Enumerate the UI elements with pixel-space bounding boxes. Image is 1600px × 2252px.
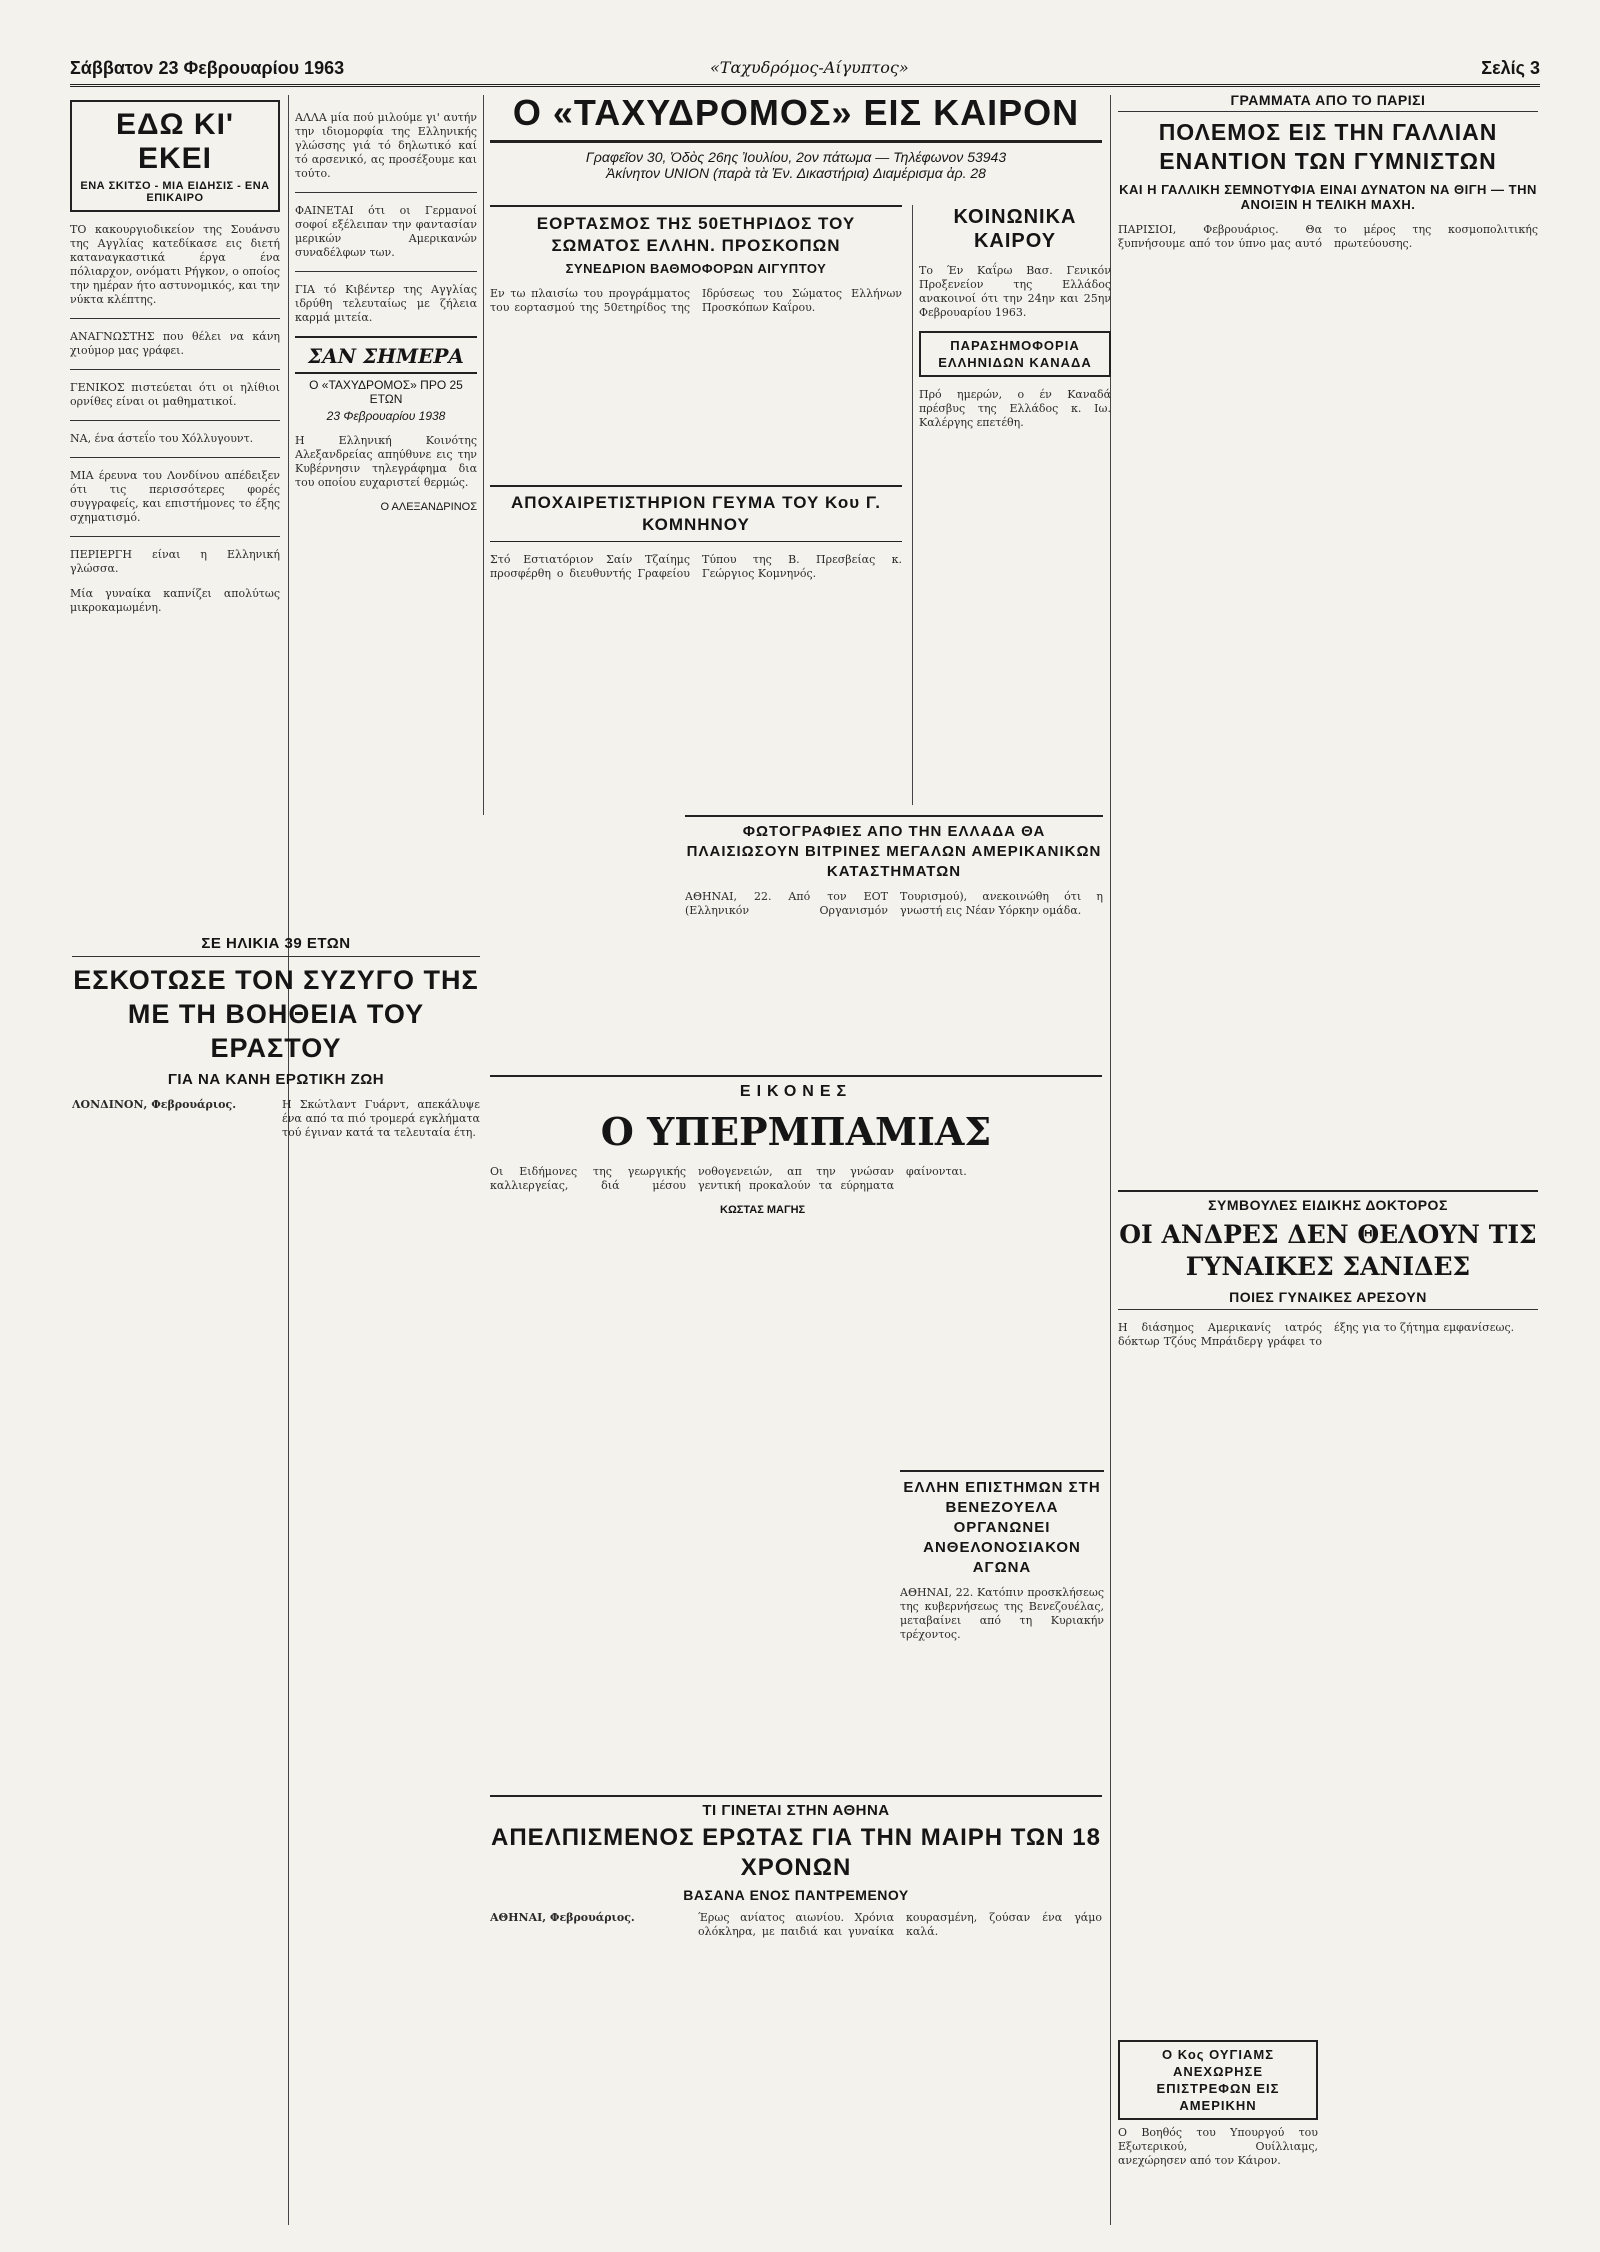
athens-article	[490, 1795, 1102, 2215]
scientist-body: ΑΘΗΝΑΙ, 22. Κατόπιν προσκλήσεως της κυβερνήσεως της Βενεζουέλας, μεταβαίνει από τη Κυριακήν τρέχοντος.	[900, 1586, 1104, 1641]
murder-subheadline: ΓΙΑ ΝΑ ΚΑΝΗ ΕΡΩΤΙΚΗ ΖΩΗ	[167, 1071, 385, 1088]
san-simera-signature: Ο ΑΛΕΞΑΝΔΡΙΝΟΣ	[380, 501, 477, 513]
farewell-body: Στό Εστιατόριον Σαίν Τζαίημς προσφέρθη ο διευθυντής Γραφείου Τύπου της Β. Πρεσβείας κ. Γεώργιος Κομνηνός.	[490, 553, 902, 580]
scouts-subheadline: ΣΥΝΕΔΡΙΟΝ ΒΑΘΜΟΦΟΡΩΝ ΑΙΓΥΠΤΟΥ	[565, 261, 827, 276]
masthead	[70, 58, 1540, 87]
san-simera-title: ΣΑΝ ΣΗΜΕΡΑ	[295, 344, 477, 374]
return-article	[1118, 2040, 1318, 2220]
san-simera-date: 23 Φεβρουαρίου 1938	[326, 409, 446, 423]
athens-subheadline: ΒΑΣΑΝΑ ΕΝΟΣ ΠΑΝΤΡΕΜΕΝΟΥ	[683, 1887, 909, 1903]
hubris-body: Οι Ειδήμονες της γεωργικής καλλιεργείας, διά μέσου νοθογενειών, απ την γνώσαν γεντική προκαλούν τα εύρηματα φαίνονται.	[490, 1165, 967, 1192]
murder-body: Η Σκώτλαντ Γυάρντ, απεκάλυψε ένα από τα πιό τρομερά εγκλήματα τού έγιναν κατά τα τελευταία έτη.	[282, 1098, 480, 1139]
photos-article	[685, 815, 1103, 1065]
column-edo-ki-ekei	[70, 100, 280, 925]
scientist-article	[900, 1470, 1104, 1790]
hubris-headline: Ο ΥΠΕΡΜΠΑΜΙΑΣ	[600, 1109, 992, 1154]
photos-headline: ΦΩΤΟΓΡΑΦΙΕΣ ΑΠΟ ΤΗΝ ΕΛΛΑΔΑ ΘΑ ΠΛΑΙΣΙΩΣΟΥΝ ΒΙΤΡΙΝΕΣ ΜΕΓΑΛΩΝ ΑΜΕΡΙΚΑΝΙΚΩΝ ΚΑΤΑΣΤΗΜΑΤΩΝ	[685, 815, 1103, 882]
letters-kicker: ΓΡΑΜΜΑΤΑ ΑΠΟ ΤΟ ΠΑΡΙΣΙ	[1118, 92, 1538, 112]
doctor-headline: ΟΙ ΑΝΔΡΕΣ ΔΕΝ ΘΕΛΟΥΝ ΤΙΣ ΓΥΝΑΙΚΕΣ ΣΑΝΙΔΕΣ	[1119, 1220, 1537, 1281]
kairon-title: Ο «ΤΑΧΥΔΡΟΜΟΣ» ΕΙΣ ΚΑΙΡΟΝ	[490, 92, 1102, 143]
return-body: Ο Βοηθός του Υπουργού του Εξωτερικού, Ουίλλιαμς, ανεχώρησεν από τον Κάιρον.	[1118, 2126, 1318, 2167]
doctor-kicker: ΣΥΜΒΟΥΛΕΣ ΕΙΔΙΚΗΣ ΔΟΚΤΟΡΟΣ	[1118, 1190, 1538, 1213]
letters-headline: ΠΟΛΕΜΟΣ ΕΙΣ ΤΗΝ ΓΑΛΛΙΑΝ ΕΝΑΝΤΙΟΝ ΤΩΝ ΓΥΜΝΙΣΤΩΝ	[1158, 119, 1498, 174]
column-rule	[483, 95, 484, 815]
hubris-signature: ΚΩΣΤΑΣ ΜΑΓΗΣ	[720, 1204, 806, 1216]
athens-headline: ΑΠΕΛΠΙΣΜΕΝΟΣ ΕΡΩΤΑΣ ΓΙΑ ΤΗΝ ΜΑΙΡΗ ΤΩΝ 18 ΧΡΟΝΩΝ	[491, 1824, 1101, 1881]
article-paragraph: ΦΑΙΝΕΤΑΙ ότι οι Γερμανοί σοφοί εξέλειπαν την φαντασίαν μερικών Αμερικανών συναδέλφων των.	[295, 204, 477, 259]
article-paragraph: ΓΕΝΙΚΟΣ πιστεύεται ότι οι ηλίθιοι ορνίθες είναι οι μαθηματικοί.	[70, 381, 280, 408]
kairon-banner	[490, 92, 1102, 202]
farewell-headline: ΑΠΟΧΑΙΡΕΤΙΣΤΗΡΙΟΝ ΓΕΥΜΑ ΤΟΥ Κου Γ. ΚΟΜΝΗΝΟΥ	[490, 485, 902, 542]
photos-body: ΑΘΗΝΑΙ, 22. Από τον ΕΟΤ (Ελληνικόν Οργανισμόν Τουρισμού), ανεκοινώθη ότι η γνωστή εις Νέαν Υόρκην ομάδα.	[685, 890, 1103, 917]
article-paragraph: ΝΑ, ένα άστεΐο του Χόλλυγουντ.	[70, 432, 254, 445]
edo-ki-ekei-header	[70, 100, 280, 212]
article-paragraph: ΑΝΑΓΝΩΣΤΗΣ που θέλει να κάνη χιούμορ μας γράφει.	[70, 330, 280, 357]
doctor-article	[1118, 1190, 1538, 2030]
doctor-body: Η διάσημος Αμερικανίς ιατρός δόκτωρ Τζόυς Μπράιδεργ γράφει το έξης για το ζήτημα εμφανίσεως.	[1118, 1321, 1515, 1348]
san-simera-subtitle: Ο «ΤΑΧΥΔΡΟΜΟΣ» ΠΡΟ 25 ΕΤΩΝ	[309, 378, 463, 406]
column-two	[295, 100, 477, 815]
paper-name: «Ταχυδρόμος-Αίγυπτος»	[710, 58, 909, 77]
article-paragraph: ΓΙΑ τό Κιβέντερ της Αγγλίας ιδρύθη τελευταίως με ζήλεια καρμά μιτεία.	[295, 283, 477, 324]
kairon-address-2: Ἀκίνητον UNION (παρὰ τὰ Ἐν. Δικαστήρια) Διαμέρισμα ἀρ. 28	[606, 165, 986, 181]
edo-ki-ekei-title: ΕΔΩ ΚΙ' ΕΚΕΙ	[115, 108, 235, 175]
murder-headline: ΕΣΚΟΤΩΣΕ ΤΟΝ ΣΥΖΥΓΟ ΤΗΣ ΜΕ ΤΗ ΒΟΗΘΕΙΑ ΤΟΥ ΕΡΑΣΤΟΥ	[73, 965, 479, 1063]
letters-article	[1118, 92, 1538, 1182]
social-body: Το Έν Καΐρω Βασ. Γενικόν Προξενείον της Ελλάδος ανακοινοί ότι την 24ην και 25ην Φεβρουαρίου 1963.	[919, 264, 1111, 319]
canada-body: Πρό ημερών, ο έν Καναδά πρέσβυς της Ελλάδος κ. Ιω. Καλέργης επετέθη.	[919, 388, 1111, 429]
article-paragraph: ΑΛΛΑ μία πού μιλούμε γι' αυτήν την ιδιομορφία της Ελληνικής γλώσσης γιά τό δηλωτικό καί τό αρσενικό, ας προσέξουμε και τούτο.	[295, 111, 477, 180]
scouts-headline: ΕΟΡΤΑΣΜΟΣ ΤΗΣ 50ΕΤΗΡΙΔΟΣ ΤΟΥ ΣΩΜΑΤΟΣ ΕΛΛΗΝ. ΠΡΟΣΚΟΠΩΝ	[490, 205, 902, 257]
athens-dateline: ΑΘΗΝΑΙ, Φεβρουάριος.	[490, 1911, 635, 1924]
murder-story	[72, 935, 480, 2215]
kairon-address-1: Γραφεῖον 30, Ὁδὸς 26ης Ἰουλίου, 2ον πάτωμα — Τηλέφωνον 53943	[585, 149, 1007, 165]
scientist-headline: ΕΛΛΗΝ ΕΠΙΣΤΗΜΩΝ ΣΤΗ ΒΕΝΕΖΟΥΕΛΑ ΟΡΓΑΝΩΝΕΙ ΑΝΘΕΛΟΝΟΣΙΑΚΟΝ ΑΓΩΝΑ	[900, 1470, 1104, 1578]
article-paragraph: ΤΟ κακουργιοδικείον της Σουάνσυ της Αγγλίας κατεδίκασε εις διετή καταναγκαστικά έργα ένα πόλιαρχον, ονόματι Ρήγκον, ο οποίος την ημέραν ήτο αστυνομικός, και την νύκτα κλέπτης.	[70, 223, 280, 306]
letters-subheadline: ΚΑΙ Η ΓΑΛΛΙΚΗ ΣΕΜΝΟΤΥΦΙΑ ΕΙΝΑΙ ΔΥΝΑΤΟΝ ΝΑ ΘΙΓΗ — ΤΗΝ ΑΝΟΙΞΙΝ Η ΤΕΛΙΚΗ ΜΑΧΗ.	[1119, 182, 1537, 212]
article-paragraph: Μία γυναίκα καπνίζει απολύτως μικροκαμωμένη.	[70, 587, 280, 614]
scouts-article	[490, 205, 902, 475]
san-simera-box	[295, 336, 477, 513]
page-number: Σελίς 3	[1481, 58, 1540, 78]
letters-body: ΠΑΡΙΣΙΟΙ, Φεβρουάριος. Θα ξυπνήσουμε από τον ύπνο μας αυτό το μέρος της κοσμοπολιτικής πρωτεύουσης.	[1118, 223, 1538, 250]
murder-kicker: ΣΕ ΗΛΙΚΙΑ 39 ΕΤΩΝ	[72, 935, 480, 957]
issue-date: Σάββατον 23 Φεβρουαρίου 1963	[70, 58, 345, 78]
doctor-subheadline: ΠΟΙΕΣ ΓΥΝΑΙΚΕΣ ΑΡΕΣΟΥΝ	[1118, 1289, 1538, 1310]
athens-kicker: ΤΙ ΓΙΝΕΤΑΙ ΣΤΗΝ ΑΘΗΝΑ	[490, 1795, 1102, 1819]
social-headline: ΚΟΙΝΩΝΙΚΑ ΚΑΙΡΟΥ	[953, 206, 1077, 252]
article-paragraph: ΠΕΡΙΕΡΓΗ είναι η Ελληνική γλώσσα.	[70, 548, 280, 575]
canada-box	[919, 331, 1111, 377]
social-column	[912, 205, 1111, 805]
hubris-kicker: ΕΙΚΟΝΕΣ	[490, 1075, 1102, 1101]
scouts-body: Εν τω πλαισίω του προγράμματος του εορτασμού της 50ετηρίδος της Ιδρύσεως του Σώματος Ελλήνων Προσκόπων Καΐρου.	[490, 287, 902, 314]
canada-headline: ΠΑΡΑΣΗΜΟΦΟΡΙΑ ΕΛΛΗΝΙΔΩΝ ΚΑΝΑΔΑ	[938, 338, 1092, 370]
farewell-article	[490, 485, 902, 805]
return-box	[1118, 2040, 1318, 2120]
murder-dateline: ΛΟΝΔΙΝΟΝ, Φεβρουάριος.	[72, 1098, 237, 1111]
athens-body: Έρως ανίατος αιωνίου. Χρόνια ολόκληρα, με παιδιά και γυναίκα κουρασμένη, ζούσαν ένα γάμο καλά.	[698, 1911, 1102, 1938]
san-simera-body: Η Ελληνική Κοινότης Αλεξανδρείας απηύθυνε εις την Κυβέρνησιν τηλεγράφημα δια του οποίου ευχαριστεί θερμώς.	[295, 434, 477, 489]
edo-ki-ekei-subtitle: ΕΝΑ ΣΚΙΤΣΟ - ΜΙΑ ΕΙΔΗΣΙΣ - ΕΝΑ ΕΠΙΚΑΙΡΟ	[80, 180, 270, 204]
return-headline: Ο Κος ΟΥΓΙΑΜΣ ΑΝΕΧΩΡΗΣΕ ΕΠΙΣΤΡΕΦΩΝ ΕΙΣ ΑΜΕΡΙΚΗΝ	[1156, 2047, 1280, 2113]
article-paragraph: ΜΙΑ έρευνα του Λονδίνου απέδειξεν ότι τις περισσότερες φορές συγγραφείς, και επιστήμονες το έξης σχηματισμό.	[70, 469, 280, 524]
